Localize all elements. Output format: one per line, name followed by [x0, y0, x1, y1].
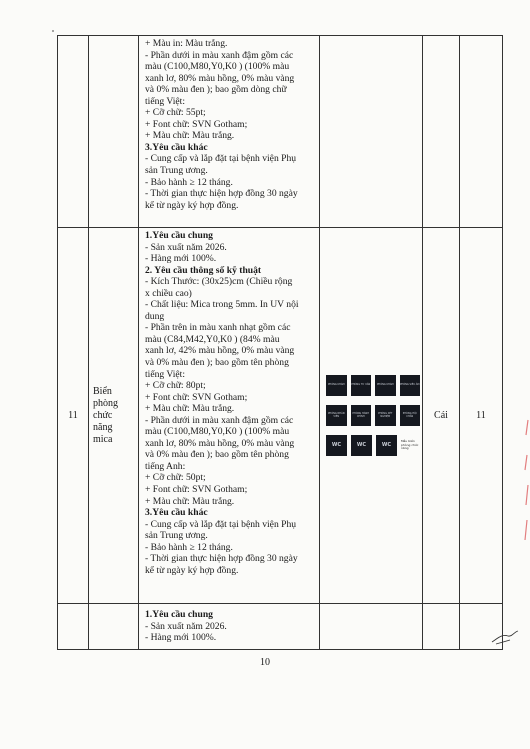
room-sign-sample: WC — [326, 435, 347, 456]
image-cell — [320, 36, 423, 228]
description-line: + Màu chữ: Màu trắng. — [145, 403, 235, 415]
sign-row — [326, 375, 420, 396]
unit-cell — [423, 36, 460, 228]
description-line: 1.Yêu cầu chung — [145, 609, 213, 620]
room-sign-sample: WC — [351, 435, 372, 456]
description-line: 3.Yêu cầu khác — [145, 141, 208, 153]
description-line: màu (C100,M80,Y0,K0 ) (100% màu — [145, 426, 290, 438]
description-line: kể từ ngày ký hợp đồng. — [145, 564, 239, 576]
room-sign-sample: PHÒNG KHÁM — [375, 375, 396, 396]
previous-description — [139, 36, 319, 213]
description-line: + Font chữ: SVN Gotham; — [145, 391, 248, 403]
item-name — [89, 228, 139, 604]
description-line: x chiều cao) — [145, 287, 192, 299]
signature-mark — [490, 628, 520, 646]
description-line: sản Trung ương. — [145, 530, 208, 542]
item-name-line: phòng — [93, 397, 118, 409]
item-name-line: mica — [93, 433, 113, 445]
red-stamp-edge — [522, 415, 530, 555]
item-stt: 11 — [58, 228, 89, 604]
description-line: - Chất liệu: Mica trong 5mm. In UV nội — [145, 299, 299, 311]
item-name-line: chức — [93, 409, 113, 421]
description-line: tiếng Việt: — [145, 95, 186, 107]
page-number: 10 — [260, 657, 270, 668]
unit-cell — [423, 604, 460, 650]
room-sign-sample: PHÒNG TƯ VẤN — [351, 375, 372, 396]
description-line: 1.Yêu cầu chung — [145, 230, 213, 241]
description-line: dung — [145, 310, 165, 322]
table-row-previous — [58, 36, 503, 228]
description-line: và 0% màu đen ); bao gồm tên phòng — [145, 449, 289, 461]
room-sign-sample: PHÒNG XÉT NGHIỆM — [375, 405, 396, 426]
spec-table — [57, 35, 503, 650]
description-line: + Cỡ chữ: 50pt; — [145, 472, 206, 484]
description-line: + Cỡ chữ: 55pt; — [145, 107, 206, 119]
description-line: kể từ ngày ký hợp đồng. — [145, 199, 239, 211]
description-line: - Hàng mới 100%. — [145, 253, 217, 265]
item-name-line: Biển — [93, 385, 112, 397]
description-line: + Font chữ: SVN Gotham; — [145, 484, 248, 496]
sign-row — [326, 435, 420, 456]
item-quantity: 11 — [460, 228, 503, 604]
name-cell — [89, 36, 139, 228]
description-line: và 0% màu đen ); bao gồm tên phòng — [145, 357, 289, 369]
sign-samples-image — [320, 375, 422, 456]
name-cell — [89, 604, 139, 650]
description-line: và 0% màu đen ); bao gồm dòng chữ — [145, 84, 287, 96]
description-line: - Bảo hành ≥ 12 tháng. — [145, 541, 233, 553]
description-line: - Thời gian thực hiện hợp đồng 30 ngày — [145, 188, 298, 200]
sign-caption: Mẫu biển phòng chức năng — [400, 439, 419, 451]
room-sign-sample: PHÒNG KHÁM — [326, 375, 347, 396]
description-line: màu (C100,M80,Y0,K0 ) (100% màu — [145, 61, 290, 73]
description-line: xanh lơ, 42% màu hồng, 0% màu vàng — [145, 345, 295, 357]
image-cell — [320, 604, 423, 650]
item-unit: Cái — [423, 228, 460, 604]
description-cell — [139, 36, 320, 228]
description-line: - Sản xuất năm 2026. — [145, 241, 227, 253]
description-line: - Thời gian thực hiện hợp đồng 30 ngày — [145, 553, 298, 565]
description-line: + Màu in: Màu trắng. — [145, 38, 228, 49]
description-line: sản Trung ương. — [145, 165, 208, 177]
description-line: xanh lơ, 80% màu hồng, 0% màu vàng — [145, 437, 295, 449]
table-row-next — [58, 604, 503, 650]
description-line: + Cỡ chữ: 80pt; — [145, 380, 206, 392]
description-cell — [139, 604, 320, 650]
description-line: - Sản xuất năm 2026. — [145, 620, 227, 632]
description-line: + Màu chữ: Màu trắng. — [145, 495, 235, 507]
description-line: - Phần dưới in màu xanh đậm gồm các — [145, 49, 294, 61]
room-sign-sample: WC — [376, 435, 397, 456]
description-line: tiếng Việt: — [145, 368, 186, 380]
description-line: - Cung cấp và lắp đặt tại bệnh viện Phụ — [145, 518, 297, 530]
quantity-cell — [460, 36, 503, 228]
sign-row — [326, 405, 420, 426]
table-row-item-11 — [58, 228, 503, 604]
description-line: - Kích Thước: (30x25)cm (Chiều rộng — [145, 276, 293, 288]
next-description — [139, 604, 319, 646]
stt-cell — [58, 36, 89, 228]
description-line: + Font chữ: SVN Gotham; — [145, 118, 248, 130]
room-sign-sample: PHÒNG SIÊU ÂM — [400, 375, 421, 396]
item-description-cell — [139, 228, 320, 604]
room-sign-sample: PHÒNG HÀNH CHÍNH — [351, 405, 372, 426]
description-line: màu (C84,M42,Y0,K0 ) (84% màu — [145, 333, 280, 345]
item-description — [139, 228, 319, 578]
scan-speck — [52, 30, 54, 32]
item-image-cell — [320, 228, 423, 604]
description-line: - Phần dưới in màu xanh đậm gồm các — [145, 414, 294, 426]
description-line: + Màu chữ: Màu trắng. — [145, 130, 235, 142]
description-line: 3.Yêu cầu khác — [145, 507, 208, 519]
room-sign-sample: PHÒNG HỘI CHẨN — [400, 405, 421, 426]
description-line: tiếng Anh: — [145, 460, 186, 472]
description-line: xanh lơ, 80% màu hồng, 0% màu vàng — [145, 72, 295, 84]
description-line: - Cung cấp và lắp đặt tại bệnh viện Phụ — [145, 153, 297, 165]
description-line: - Bảo hành ≥ 12 tháng. — [145, 176, 233, 188]
description-line: - Hàng mới 100%. — [145, 632, 217, 644]
item-name-line: năng — [93, 421, 113, 433]
stt-cell — [58, 604, 89, 650]
room-sign-sample: PHÒNG NHÂN VIÊN — [326, 405, 347, 426]
description-line: - Phần trên in màu xanh nhạt gồm các — [145, 322, 291, 334]
description-line: 2. Yêu cầu thông số kỹ thuật — [145, 264, 262, 276]
